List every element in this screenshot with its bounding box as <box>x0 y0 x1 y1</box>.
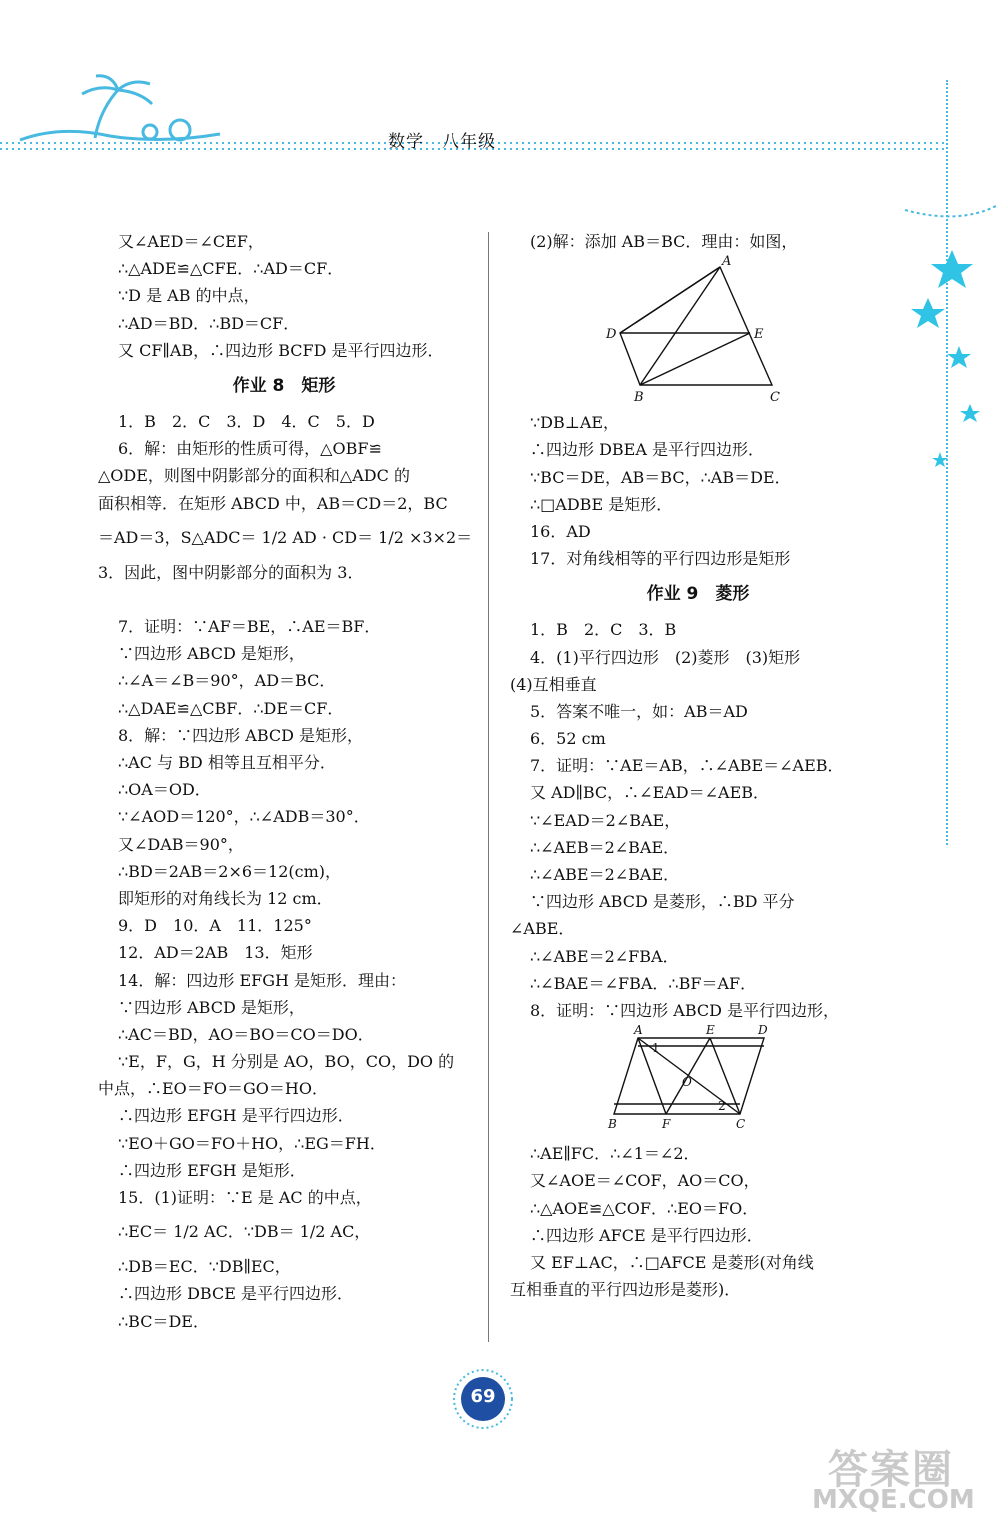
text-line: 5．答案不唯一，如：AB＝AD <box>530 701 748 721</box>
text-line: ∴△DAE≌△CBF．∴DE＝CF． <box>118 698 344 718</box>
text-line: ∴EC＝ 1/2 AC．∵DB＝ 1/2 AC， <box>118 1222 371 1242</box>
text-line: ∴DB＝EC．∵DB∥EC， <box>118 1257 291 1277</box>
text-line: ∴四边形 EFGH 是矩形． <box>118 1160 306 1180</box>
text-line: ∴∠ABE＝2∠BAE． <box>530 865 680 884</box>
figure-rhombus-parallelogram <box>510 1024 810 1136</box>
text-line: 8．解：∵四边形 ABCD 是矩形， <box>118 725 364 745</box>
star-icon <box>911 298 945 328</box>
point-label-e: E <box>754 327 764 343</box>
text-line: ∵四边形 ABCD 是矩形， <box>118 997 305 1017</box>
text-line: ∴四边形 DBEA 是平行四边形． <box>530 440 764 460</box>
section-heading: 作业 9 菱形 <box>646 584 750 605</box>
text-line: ∠ABE． <box>510 919 575 939</box>
star-icon <box>931 250 973 288</box>
point-label-c: C <box>736 1117 746 1132</box>
text-line: ∵∠AOD＝120°，∴∠ADB＝30°． <box>118 807 370 827</box>
text-line: 3．因此，图中阴影部分的面积为 3． <box>98 562 364 582</box>
text-line: 又∠DAB＝90°， <box>118 834 244 854</box>
text-line: △ODE，则图中阴影部分的面积和△ADC 的 <box>98 466 410 486</box>
text-line: ∵EO＋GO＝FO＋HO，∴EG＝FH． <box>118 1133 386 1153</box>
text-line: 又∠AOE＝∠COF，AO＝CO， <box>530 1171 760 1191</box>
text-line: 4．(1)平行四边形 (2)菱形 (3)矩形 <box>530 647 801 667</box>
text-line: 即矩形的对角线长为 12 cm． <box>118 888 333 908</box>
text-line: 又∠AED＝∠CEF， <box>118 232 264 251</box>
text-line: 9．D 10．A 11．125° <box>118 916 312 936</box>
text-line: ∵D 是 AB 的中点， <box>118 286 260 306</box>
text-line: (4)互相垂直 <box>510 674 597 694</box>
text-line: 又 EF⊥AC，∴□AFCE 是菱形(对角线 <box>530 1252 814 1272</box>
right-column <box>510 228 886 1303</box>
point-label-f: F <box>662 1117 671 1132</box>
text-line: ∵E，F，G，H 分别是 AO，BO，CO，DO 的 <box>118 1052 455 1072</box>
text-line: 12．AD＝2AB 13．矩形 <box>118 943 313 963</box>
text-line: 7．证明：∵AF＝BE，∴AE＝BF． <box>118 617 381 637</box>
text-line: 互相垂直的平行四边形是菱形)． <box>510 1280 741 1300</box>
text-line: ∴∠A＝∠B＝90°，AD＝BC． <box>118 671 336 691</box>
text-line: ∴AC 与 BD 相等且互相平分． <box>118 753 336 772</box>
text-line: ∵∠EAD＝2∠BAE， <box>530 810 681 830</box>
watermark-logo: 答案圈 <box>828 1446 954 1493</box>
text-line: 6．解：由矩形的性质可得，△OBF≌ <box>118 439 382 459</box>
point-label-d: D <box>606 327 617 343</box>
text-line: ∴四边形 AFCE 是平行四边形． <box>530 1225 763 1245</box>
point-label-a: A <box>634 1024 643 1038</box>
text-line: 8．证明：∵四边形 ABCD 是平行四边形， <box>530 1000 840 1020</box>
figure-rectangle-parallelogram <box>510 255 810 405</box>
column-divider <box>488 232 489 1342</box>
text-line: ∴四边形 EFGH 是平行四边形． <box>118 1106 354 1126</box>
text-line: 6．52 cm <box>530 729 606 749</box>
text-line: ∵四边形 ABCD 是菱形，∴BD 平分 <box>530 892 795 912</box>
text-line: ∴∠AEB＝2∠BAE． <box>530 837 680 857</box>
text-line: ∴AD＝BD．∴BD＝CF． <box>118 313 300 333</box>
text-line: ∵BC＝DE，AB＝BC，∴AB＝DE． <box>530 467 791 487</box>
point-label-b: B <box>608 1117 617 1132</box>
text-line: 1．B 2．C 3．D 4．C 5．D <box>118 411 375 431</box>
text-line: ∵四边形 ABCD 是矩形， <box>118 644 305 664</box>
star-icon <box>960 404 980 422</box>
text-line: ∴∠BAE＝∠FBA．∴BF＝AF． <box>530 973 757 993</box>
star-icon <box>947 346 971 368</box>
text-line: ∴AE∥FC．∴∠1＝∠2． <box>530 1144 700 1164</box>
text-line: ＝AD＝3，S△ADC＝ 1/2 AD · CD＝ 1/2 ×3×2＝ <box>98 527 473 547</box>
text-line: 15．(1)证明：∵E 是 AC 的中点， <box>118 1188 372 1207</box>
text-line: 7．证明：∵AE＝AB，∴∠ABE＝∠AEB． <box>530 756 844 776</box>
point-label-e: E <box>706 1024 715 1038</box>
point-label-d: D <box>758 1024 768 1038</box>
text-line: 17．对角线相等的平行四边形是矩形 <box>530 549 791 569</box>
text-line: 16．AD <box>530 521 591 541</box>
spacer <box>98 586 470 613</box>
text-line: 又 CF∥AB，∴四边形 BCFD 是平行四边形． <box>118 340 444 360</box>
star-icon <box>932 452 948 467</box>
text-line: ∵DB⊥AE， <box>530 413 620 433</box>
watermark-url: MXQE.COM <box>812 1485 975 1515</box>
text-line: ∴AC＝BD，AO＝BO＝CO＝DO． <box>118 1024 374 1044</box>
header-title: 数学 八年级 <box>388 132 496 152</box>
text-line: 14．解：四边形 EFGH 是矩形．理由： <box>118 970 407 990</box>
page-number: 69 <box>470 1386 496 1407</box>
text-line: ∴四边形 DBCE 是平行四边形． <box>118 1284 353 1304</box>
text-line: 1．B 2．C 3．B <box>530 620 677 640</box>
angle-label-2: 2 <box>718 1099 726 1114</box>
section-heading: 作业 8 矩形 <box>232 375 336 396</box>
text-line: ∴∠ABE＝2∠FBA． <box>530 946 679 966</box>
text-line: 面积相等．在矩形 ABCD 中，AB＝CD＝2，BC <box>98 493 448 513</box>
text-line: ∴BC＝DE． <box>118 1311 209 1331</box>
star-decoration <box>900 80 1000 480</box>
point-label-c: C <box>770 390 780 406</box>
text-line: (2)解：添加 AB＝BC．理由：如图， <box>530 232 798 251</box>
text-line: 又 AD∥BC，∴∠EAD＝∠AEB． <box>530 783 770 803</box>
point-label-o: O <box>682 1075 692 1090</box>
left-column <box>98 228 473 1335</box>
text-line: ∴△AOE≌△COF．∴EO＝FO． <box>530 1198 759 1218</box>
text-line: ∴□ADBE 是矩形． <box>530 494 673 514</box>
point-label-b: B <box>634 390 644 406</box>
angle-label-1: 1 <box>652 1041 660 1056</box>
text-line: 中点，∴EO＝FO＝GO＝HO． <box>98 1079 328 1099</box>
text-line: ∴BD＝2AB＝2×6＝12(cm)， <box>118 861 342 881</box>
text-line: ∴OA＝OD． <box>118 780 211 800</box>
text-line: ∴△ADE≌△CFE．∴AD＝CF． <box>118 259 344 279</box>
palm-tree-logo <box>0 70 240 150</box>
point-label-a: A <box>722 255 732 270</box>
